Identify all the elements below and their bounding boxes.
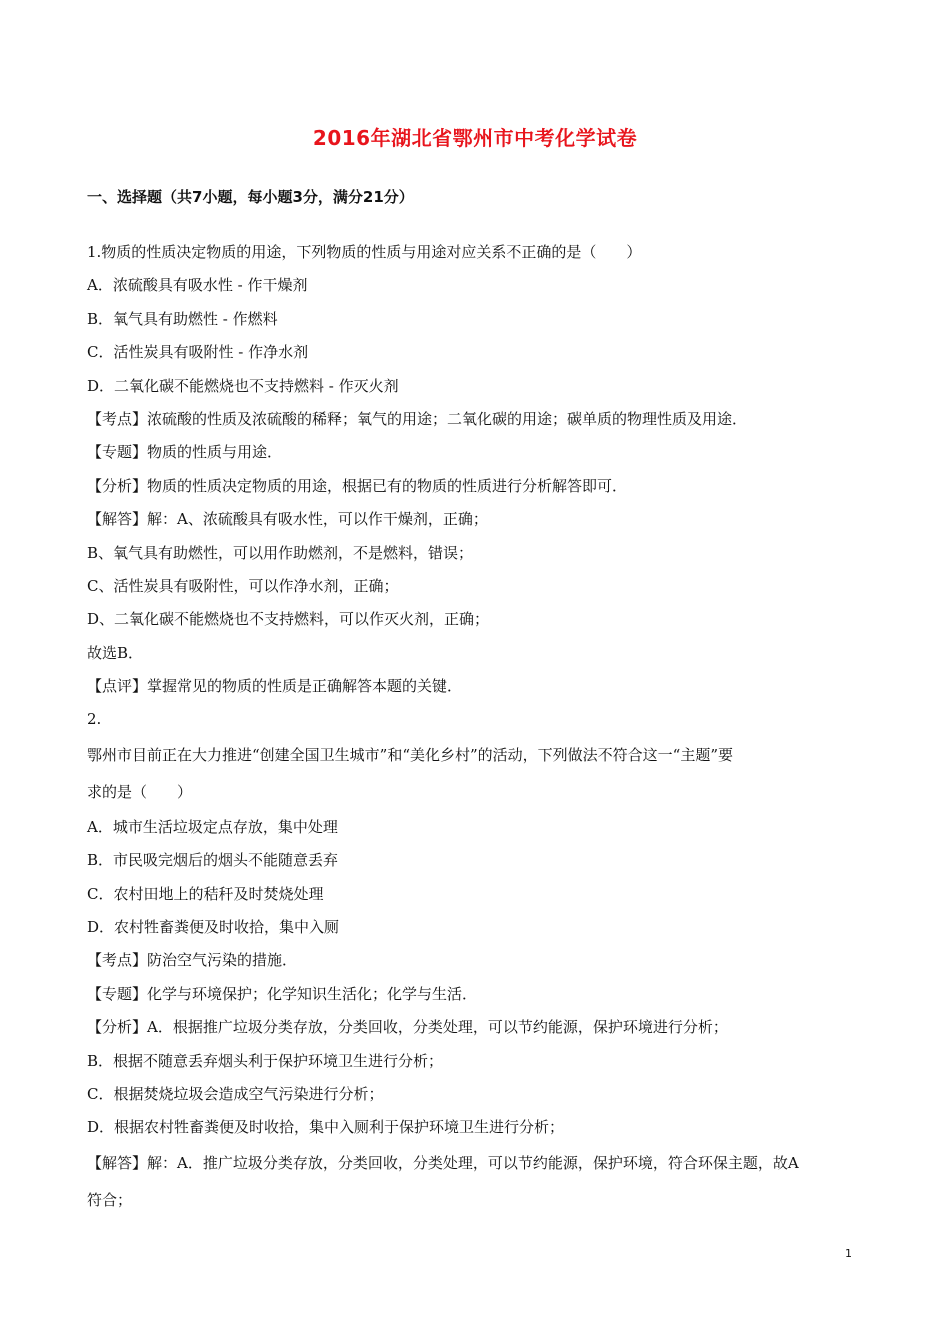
analysis-line: D．根据农村牲畜粪便及时收拾，集中入厕利于保护环境卫生进行分析；: [87, 1118, 565, 1137]
answer-line: B、氧气具有助燃性，可以用作助燃剂，不是燃料，错误；: [87, 543, 474, 562]
kaodian-line: 【考点】浓硫酸的性质及浓硫酸的稀释；氧气的用途；二氧化碳的用途；碳单质的物理性质及用途．: [87, 409, 748, 428]
page-title: 2016年湖北省鄂州市中考化学试卷: [312, 126, 638, 150]
option-line: A．浓硫酸具有吸水性 - 作干燥剂: [87, 276, 308, 295]
jieda-line: 【解答】解：A．推广垃圾分类存放，分类回收，分类处理，可以节约能源，保护环境，符合环保主题，故A: [87, 1153, 799, 1172]
option-line: C．活性炭具有吸附性 - 作净水剂: [87, 343, 309, 362]
question-2-stem: 鄂州市目前正在大力推进“创建全国卫生城市”和“美化乡村”的活动，下列做法不符合这一“主题”要: [87, 745, 734, 764]
answer-line: D、二氧化碳不能燃烧也不支持燃料，可以作灭火剂，正确；: [87, 610, 490, 629]
question-1-stem: 1.物质的性质决定物质的用途，下列物质的性质与用途对应关系不正确的是（ ）: [87, 243, 642, 261]
jieda-line: 【解答】解：A、浓硫酸具有吸水性，可以作干燥剂，正确；: [87, 510, 488, 529]
question-2-stem-continued: 求的是（ ）: [87, 782, 193, 801]
option-line: A．城市生活垃圾定点存放，集中处理: [87, 817, 338, 836]
option-line: D．二氧化碳不能燃烧也不支持燃料 - 作灭火剂: [87, 376, 399, 395]
option-line: B．氧气具有助燃性 - 作燃料: [87, 309, 278, 328]
answer-line: 符合；: [87, 1190, 133, 1209]
answer-line: C、活性炭具有吸附性，可以作净水剂，正确；: [87, 576, 399, 595]
option-line: D．农村牲畜粪便及时收拾，集中入厕: [87, 918, 340, 937]
zhuanti-line: 【专题】物质的性质与用途．: [87, 443, 283, 462]
document-body: [87, 236, 867, 1219]
kaodian-line: 【考点】防治空气污染的措施．: [87, 951, 298, 970]
question-2-number: 2.: [87, 710, 102, 729]
fenxi-line: 【分析】A．根据推广垃圾分类存放，分类回收，分类处理，可以节约能源，保护环境进行分析；: [87, 1018, 728, 1037]
zhuanti-line: 【专题】化学与环境保护；化学知识生活化；化学与生活．: [87, 984, 478, 1003]
dianping-line: 【点评】掌握常见的物质的性质是正确解答本题的关键．: [87, 677, 463, 696]
section-heading: 一、选择题（共7小题，每小题3分，满分21分）: [87, 188, 414, 206]
fenxi-line: 【分析】物质的性质决定物质的用途，根据已有的物质的性质进行分析解答即可．: [87, 476, 628, 495]
analysis-line: C．根据焚烧垃圾会造成空气污染进行分析；: [87, 1084, 384, 1103]
option-line: C．农村田地上的秸秆及时焚烧处理: [87, 884, 324, 903]
option-line: B．市民吸完烟后的烟头不能随意丢弃: [87, 851, 339, 870]
analysis-line: B．根据不随意丢弃烟头利于保护环境卫生进行分析；: [87, 1051, 444, 1070]
answer-choice-line: 故选B．: [87, 643, 144, 662]
page-number: 1: [845, 1247, 852, 1260]
